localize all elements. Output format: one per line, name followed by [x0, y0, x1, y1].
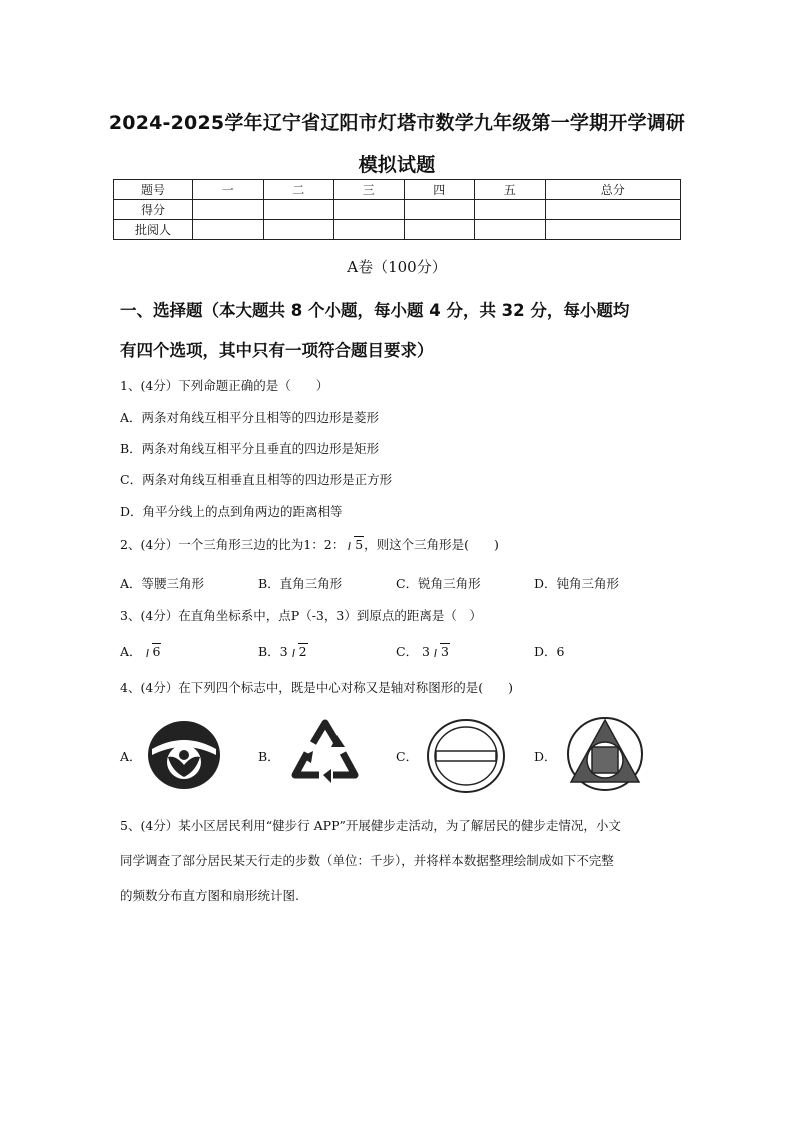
table-cell — [545, 200, 681, 220]
question-1-option-c: C．两条对角线互相垂直且相等的四边形是正方形 — [120, 472, 393, 487]
question-4-option-c: C． — [396, 749, 419, 764]
question-3-stem: 3、(4分）在直角坐标系中，点P（-3，3）到原点的距离是（ ） — [120, 608, 482, 623]
table-cell — [334, 200, 405, 220]
table-row — [114, 200, 681, 220]
table-cell — [263, 200, 334, 220]
table-cell: 题号 — [114, 180, 193, 200]
table-cell: 一 — [193, 180, 264, 200]
question-3-option-a — [120, 642, 161, 660]
circle-bar-icon — [426, 718, 506, 794]
question-5-line3: 的频数分布直方图和扇形统计图. — [120, 888, 299, 903]
table-cell — [404, 200, 475, 220]
question-1-option-a: A．两条对角线互相平分且相等的四边形是菱形 — [120, 410, 380, 425]
table-row — [114, 180, 681, 200]
sqrt-radicand: 2 — [298, 644, 307, 659]
sqrt-radicand: 6 — [152, 644, 161, 659]
question-5-line2: 同学调查了部分居民某天行走的步数（单位：千步），并将样本数据整理绘制成如下不完整 — [120, 853, 614, 868]
section-heading-line2: 有四个选项，其中只有一项符合题目要求） — [120, 341, 434, 360]
table-cell: 批阅人 — [114, 220, 193, 240]
sqrt-radicand: 3 — [441, 644, 449, 659]
table-cell: 总分 — [545, 180, 681, 200]
question-2-option-c: C．锐角三角形 — [396, 576, 481, 591]
question-2-stem-post: ，则这个三角形是( ) — [364, 537, 499, 552]
score-table — [113, 179, 681, 240]
triangle-square-circle-icon — [565, 714, 645, 792]
table-cell: 得分 — [114, 200, 193, 220]
table-cell: 三 — [334, 180, 405, 200]
question-2-stem — [120, 535, 499, 553]
question-3-option-b — [258, 642, 308, 660]
option-label: A． — [120, 644, 142, 659]
question-2-stem-pre: 2、(4分）一个三角形三边的比为1：2： — [120, 537, 345, 552]
table-cell: 四 — [404, 180, 475, 200]
sqrt-symbol — [289, 644, 308, 659]
table-cell — [193, 200, 264, 220]
question-4-option-b: B． — [258, 749, 280, 764]
question-3-option-d: D．6 — [534, 644, 565, 659]
table-cell — [263, 220, 334, 240]
question-2-option-b: B．直角三角形 — [258, 576, 343, 591]
question-4-option-d: D． — [534, 749, 557, 764]
part-label: A卷（100分） — [347, 258, 447, 276]
sqrt-symbol — [345, 537, 364, 552]
sqrt-radicand: 5 — [355, 537, 364, 552]
section-heading: 一、选择题（本大题共 8 个小题，每小题 4 分，共 32 分，每小题均 — [120, 301, 630, 320]
table-cell — [545, 220, 681, 240]
table-cell — [404, 220, 475, 240]
question-1-option-b: B．两条对角线互相平分且垂直的四边形是矩形 — [120, 441, 380, 456]
traffic-sign-icon — [146, 719, 222, 791]
question-4-option-a: A． — [120, 749, 142, 764]
question-3-option-c — [396, 642, 450, 660]
table-cell — [475, 200, 546, 220]
question-2-option-a: A．等腰三角形 — [120, 576, 205, 591]
question-1-option-d: D．角平分线上的点到角两边的距离相等 — [120, 504, 343, 519]
option-label: C． 3 — [396, 644, 430, 659]
table-cell — [475, 220, 546, 240]
table-cell: 二 — [263, 180, 334, 200]
page-title: 2024-2025学年辽宁省辽阳市灯塔市数学九年级第一学期开学调研 — [108, 112, 686, 134]
sqrt-symbol — [143, 644, 162, 659]
page-title-line2: 模拟试题 — [358, 154, 436, 176]
question-5-line1: 5、(4分）某小区居民利用“健步行 APP”开展健步走活动，为了解居民的健步走情况，小文 — [120, 818, 621, 833]
question-2-option-d: D．钝角三角形 — [534, 576, 620, 591]
table-row — [114, 220, 681, 240]
option-label: B．3 — [258, 644, 288, 659]
table-cell — [334, 220, 405, 240]
table-cell: 五 — [475, 180, 546, 200]
sqrt-symbol — [431, 644, 450, 659]
question-1-stem: 1、(4分）下列命题正确的是（ ） — [120, 378, 329, 393]
table-cell — [193, 220, 264, 240]
question-4-stem: 4、(4分）在下列四个标志中，既是中心对称又是轴对称图形的是( ) — [120, 680, 514, 695]
recycle-icon — [283, 713, 369, 791]
